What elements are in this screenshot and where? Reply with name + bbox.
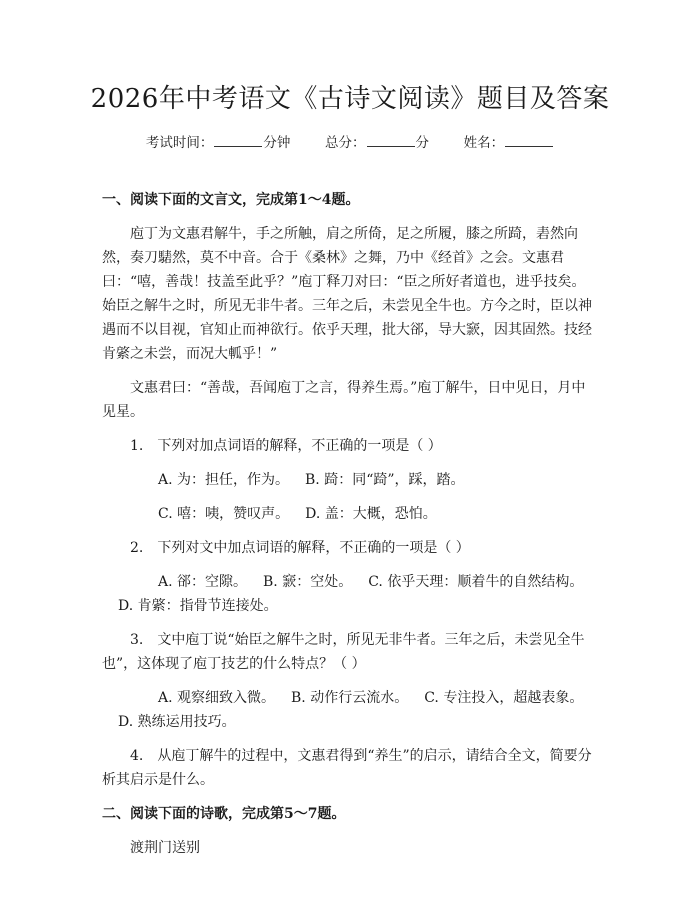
q1-option-a: A. 为：担任，作为。 [158, 472, 290, 488]
time-blank[interactable] [214, 134, 262, 147]
score-unit: 分 [415, 135, 429, 151]
q3-option-d: D. 熟练运用技巧。 [118, 714, 236, 730]
page-title: 2026年中考语文《古诗文阅读》题目及答案 [90, 84, 610, 114]
q3-option-a: A. 观察细致入微。 [158, 690, 276, 706]
question-4-stem: 4. 从庖丁解牛的过程中，文惠君得到“养生”的启示，请结合全文，简要分析其启示是什么。 [102, 748, 592, 788]
exam-content [102, 188, 598, 870]
question-1-stem: 1. 下列对加点词语的解释，不正确的一项是（ ） [130, 438, 442, 454]
name-label: 姓名： [463, 135, 505, 151]
section2-heading: 二、阅读下面的诗歌，完成第5～7题。 [102, 806, 346, 822]
question-3-stem: 3. 文中庖丁说“始臣之解牛之时，所见无非牛者。三年之后，未尝见全牛也”，这体现了庖丁技艺的什么特点？（ ） [102, 632, 585, 672]
score-blank[interactable] [367, 134, 415, 147]
name-blank[interactable] [505, 134, 553, 147]
score-label: 总分： [325, 135, 366, 151]
passage-paragraph-1: 庖丁为文惠君解牛，手之所触，肩之所倚，足之所履，膝之所踦，砉然向然，奏刀騞然，莫不中音。合于《桑林》之舞，乃中《经首》之会。文惠君曰：“嘻，善哉！技盖至此乎？”庖丁释刀对曰：“臣之所好者道也，进乎技矣。始臣之解牛之时，所见无非牛者。三年之后，未尝见全牛也。方今之时，臣以神遇而不以目视，官知止而神欲行。依乎天理，批大郤，导大窾，因其固然。技经肯綮之未尝，而况大軱乎！” [102, 226, 592, 362]
q2-option-a: A. 郤：空隙。 [158, 574, 248, 590]
question-2-stem: 2. 下列对文中加点词语的解释，不正确的一项是（ ） [130, 540, 470, 556]
exam-info-line [0, 131, 700, 151]
poem-title: 渡荆门送别 [130, 840, 200, 856]
q3-option-b: B. 动作行云流水。 [291, 690, 409, 706]
question-1-options-row-1 [102, 468, 598, 492]
question-1-options-row-2 [102, 502, 598, 526]
q1-option-d: D. 盖：大概，恐怕。 [305, 506, 437, 522]
q2-option-c: C. 依乎天理：顺着牛的自然结构。 [368, 574, 584, 590]
q1-option-b: B. 踦：同“踦”，踩，踏。 [305, 472, 465, 488]
passage-paragraph-2: 文惠君曰：“善哉，吾闻庖丁之言，得养生焉。”庖丁解牛，日中见日，月中见星。 [102, 380, 586, 420]
q1-option-c: C. 嘻：咦，赞叹声。 [158, 506, 290, 522]
question-3-options [102, 686, 598, 734]
question-2-options [102, 570, 598, 618]
q3-option-c: C. 专注投入，超越表象。 [424, 690, 584, 706]
q2-option-b: B. 窾：空处。 [263, 574, 353, 590]
q2-option-d: D. 肯綮：指骨节连接处。 [118, 598, 278, 614]
time-label: 考试时间： [145, 135, 214, 151]
time-unit: 分钟 [263, 135, 291, 151]
section1-heading: 一、阅读下面的文言文，完成第1～4题。 [102, 192, 360, 208]
